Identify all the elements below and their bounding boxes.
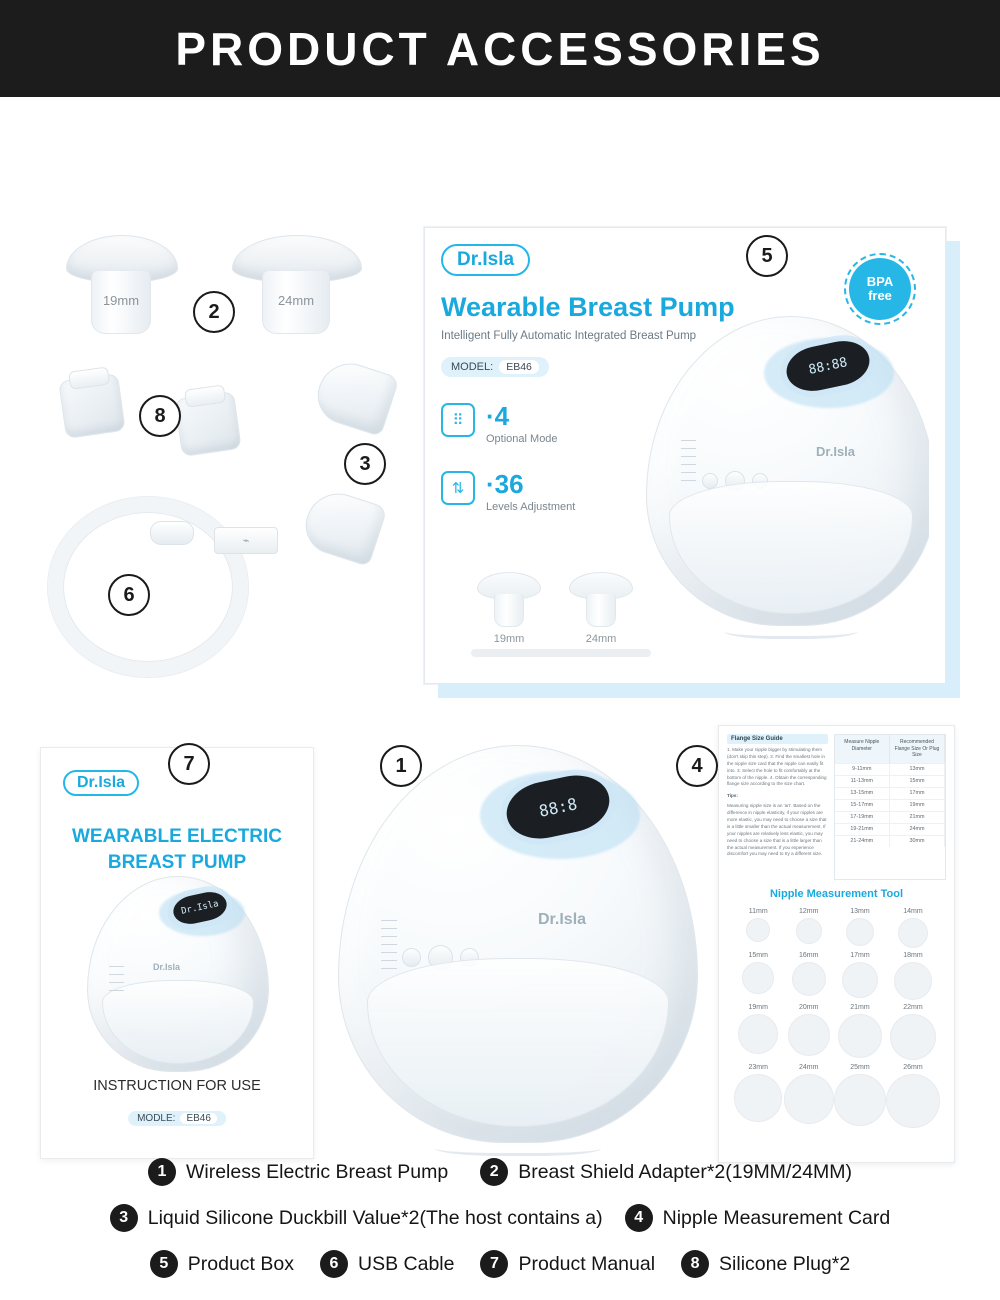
cell-flange: 15mm [890,775,945,787]
hole-shape [890,1014,936,1060]
pump-volume-scale [681,440,707,533]
cell-flange: 17mm [890,787,945,799]
hole-shape [898,918,928,948]
flange-size-guide-text [727,734,828,880]
box-flange-label: 24mm [585,633,617,645]
hole-cell [886,908,940,948]
callout-badge-8: 8 [139,395,181,437]
flange-size-table [834,734,946,880]
hole-cell [733,952,784,1000]
box-flange-24mm [569,572,633,645]
model-label: MODEL: [451,361,494,373]
legend-item-6 [320,1250,454,1278]
hole-cell [886,952,940,1000]
hole-label: 11mm [748,908,768,915]
hole-label: 19mm [748,1004,768,1011]
nipple-measurement-tool-title: Nipple Measurement Tool [769,888,904,900]
cell-flange: 19mm [890,799,945,811]
breast-shield-adapter-24mm [232,235,360,334]
tips-body: Measuring nipple size is an 'art'. Based on the difference in nipple elasticity, if your nipples are more elastic, you may need to choose a size that is a little smaller than the actual measurement. If your nipples are relatively less elastic, you may need to choose a size that is a little larger than the actual measurement. If you experience discomfort you may need to try a different size. [727,803,827,857]
table-row [835,775,945,787]
hole-label: 18mm [903,952,923,959]
manual-footer-text: INSTRUCTION FOR USE [93,1078,261,1094]
legend-text: Product Box [187,1252,294,1275]
pump-display-digits: Dr.Isla [180,899,220,917]
table-row [835,787,945,799]
duckbill-valve-bottom [306,495,380,557]
hole-shape [886,1074,940,1128]
sliders-icon: ⇅ [441,471,475,505]
product-box-front [441,244,929,667]
legend-number: 7 [480,1250,508,1278]
hole-cell [784,1004,835,1060]
hole-cell [784,952,835,1000]
table-row [835,823,945,835]
duckbill-body [298,485,388,567]
table-row [835,763,945,775]
legend-number: 5 [150,1250,178,1278]
flange-tube [586,594,616,627]
cell-measure: 17-19mm [835,811,890,823]
box-flange-19mm [477,572,541,645]
callout-badge-2: 2 [193,291,235,333]
pump-brand-logo: Dr.Isla [153,962,181,972]
hole-cell [834,1064,886,1128]
legend-text: Product Manual [518,1252,656,1275]
cell-measure: 13-15mm [835,787,890,799]
table-header-cell: Recommended Flange Size Or Plug Size [890,735,945,763]
legend-number: 2 [480,1158,508,1186]
box-model-chip [441,357,549,377]
manual-title [41,824,313,875]
hole-cell [784,908,835,948]
hole-shape [834,1074,886,1126]
callout-badge-4: 4 [676,745,718,787]
bpa-line-1: BPA [866,274,894,290]
flange-size-guide-steps: 1. Make your nipple bigger by stimulating them (don't skip this step). 2. Find the smallest hole in the nipple size card that the nipple can easily fit into. 3. Select the hole to fit comfortably at the bottom of the nipple. 4. Obtain the corresponding flange size according to the size chart. [727,747,827,787]
hole-label: 15mm [748,952,768,959]
legend-text: Wireless Electric Breast Pump [185,1160,449,1183]
hole-cell [886,1004,940,1060]
legend-item-7 [480,1250,655,1278]
table-row [835,811,945,823]
legend-text: USB Cable [358,1252,455,1275]
hole-shape [796,918,822,944]
hole-cell [834,1004,886,1060]
hole-shape [846,918,874,946]
nipple-measurement-card [718,725,955,1163]
hole-cell [733,908,784,948]
legend-row-3 [0,1250,1000,1278]
bpa-free-badge [849,258,911,320]
hole-cell [733,1004,784,1060]
hole-cell [886,1064,940,1128]
pump-display-digits: 88:8 [537,793,579,821]
product-box [424,227,946,684]
manual-title-line1: WEARABLE ELECTRIC [71,826,283,847]
table-row [835,835,945,847]
box-flange-label: 19mm [493,633,525,645]
hole-label: 26mm [903,1064,923,1071]
legend-item-5 [150,1250,294,1278]
cell-flange: 30mm [890,835,945,847]
cell-measure: 21-24mm [835,835,890,847]
tips-title: Tips: [727,793,738,799]
legend-row-1 [0,1158,1000,1186]
cell-flange: 13mm [890,763,945,775]
hole-label: 22mm [903,1004,923,1011]
hole-label: 23mm [748,1064,768,1071]
hole-shape [738,1014,778,1054]
legend-item-8 [681,1250,850,1278]
legend-row-2 [0,1204,1000,1232]
hole-shape [742,962,774,994]
feature-caption: Levels Adjustment [486,501,576,513]
hole-shape [746,918,770,942]
hole-label: 16mm [799,952,819,959]
hole-label: 24mm [799,1064,819,1071]
flange-size-label-right: 24mm [277,293,315,308]
page-header [0,0,1000,97]
pump-stand [435,1137,601,1156]
callout-badge-7: 7 [168,743,210,785]
hole-cell [834,908,886,948]
legend-item-2 [480,1158,852,1186]
flange-tube [494,594,524,627]
cell-flange: 24mm [890,823,945,835]
cell-measure: 9-11mm [835,763,890,775]
nipple-measurement-hole-grid [733,908,940,1128]
legend-item-1 [148,1158,448,1186]
callout-badge-1: 1 [380,745,422,787]
hole-shape [894,962,932,1000]
hole-shape [842,962,878,998]
bpa-line-2: free [868,288,892,303]
legend-item-3 [110,1204,603,1232]
legend-number: 3 [110,1204,138,1232]
hole-shape [734,1074,782,1122]
pump-display-digits: 88:88 [807,354,849,378]
pump-brand-logo: Dr.Isla [538,911,587,928]
table-row [835,799,945,811]
feature-value: ·36 [486,469,524,499]
silicone-plug-left [58,373,125,439]
manual-title-line2: BREAST PUMP [107,851,247,873]
hole-cell [784,1064,835,1128]
table-header-row [835,735,945,763]
manual-model-chip [128,1111,226,1126]
box-title: Wearable Breast Pump [441,292,735,322]
feature-value: ·4 [486,401,510,431]
pump-stand [724,620,857,639]
cell-flange: 21mm [890,811,945,823]
silicone-plug-right [174,391,241,457]
legend [0,1158,1000,1282]
legend-number: 1 [148,1158,176,1186]
breast-shield-adapter-19mm [66,235,176,334]
manual-brand-logo: Dr.Isla [63,770,139,796]
hole-cell [834,952,886,1000]
hole-shape [784,1074,834,1124]
callout-badge-5: 5 [746,235,788,277]
duckbill-body [310,355,400,437]
cell-measure: 11-13mm [835,775,890,787]
box-decorative-bar [471,649,651,657]
legend-text: Breast Shield Adapter*2(19MM/24MM) [518,1160,853,1183]
legend-text: Silicone Plug*2 [719,1252,851,1275]
legend-item-4 [625,1204,891,1232]
flange-size-guide-title: Flange Size Guide [727,734,828,744]
hole-shape [838,1014,882,1058]
table-header-cell: Measure Nipple Diameter [835,735,890,763]
hole-label: 12mm [799,908,819,915]
hole-cell [733,1064,784,1128]
hole-label: 20mm [799,1004,819,1011]
manual-pump-illustration [87,876,269,1072]
pump-volume-scale [381,920,407,1039]
manual-model-value: EB46 [180,1113,216,1124]
feature-caption: Optional Mode [486,433,558,445]
legend-number: 6 [320,1250,348,1278]
hole-shape [792,962,826,996]
cell-measure: 19-21mm [835,823,890,835]
content-stage [0,97,1000,1300]
usb-a-connector: ⌁ [214,527,278,554]
wireless-electric-breast-pump [338,745,698,1143]
hole-label: 17mm [850,952,870,959]
manual-model-label: MODLE: [137,1113,176,1124]
model-value: EB46 [499,360,539,374]
callout-badge-3: 3 [344,443,386,485]
callout-badge-6: 6 [108,574,150,616]
hole-label: 21mm [850,1004,870,1011]
hole-label: 25mm [850,1064,870,1071]
hole-shape [788,1014,830,1056]
legend-text: Liquid Silicone Duckbill Value*2(The host contains a) [147,1206,603,1229]
pump-brand-logo: Dr.Isla [816,444,856,459]
legend-number: 8 [681,1250,709,1278]
box-subtitle: Intelligent Fully Automatic Integrated Breast Pump [441,330,697,342]
brand-logo: Dr.Isla [441,244,530,276]
duckbill-valve-top [318,365,392,427]
grid-icon: ⠿ [441,403,475,437]
hole-label: 14mm [903,908,923,915]
flange-size-label-left: 19mm [102,293,140,308]
flange-size-guide [727,734,946,880]
page-title: PRODUCT ACCESSORIES [175,22,825,75]
legend-number: 4 [625,1204,653,1232]
box-flange-illustrations [477,572,633,645]
usb-c-connector [150,521,194,545]
hole-label: 13mm [850,908,870,915]
cell-measure: 15-17mm [835,799,890,811]
product-manual [40,747,314,1159]
box-pump-illustration [646,316,929,626]
legend-text: Nipple Measurement Card [662,1206,891,1229]
pump-volume-scale [109,966,135,1025]
